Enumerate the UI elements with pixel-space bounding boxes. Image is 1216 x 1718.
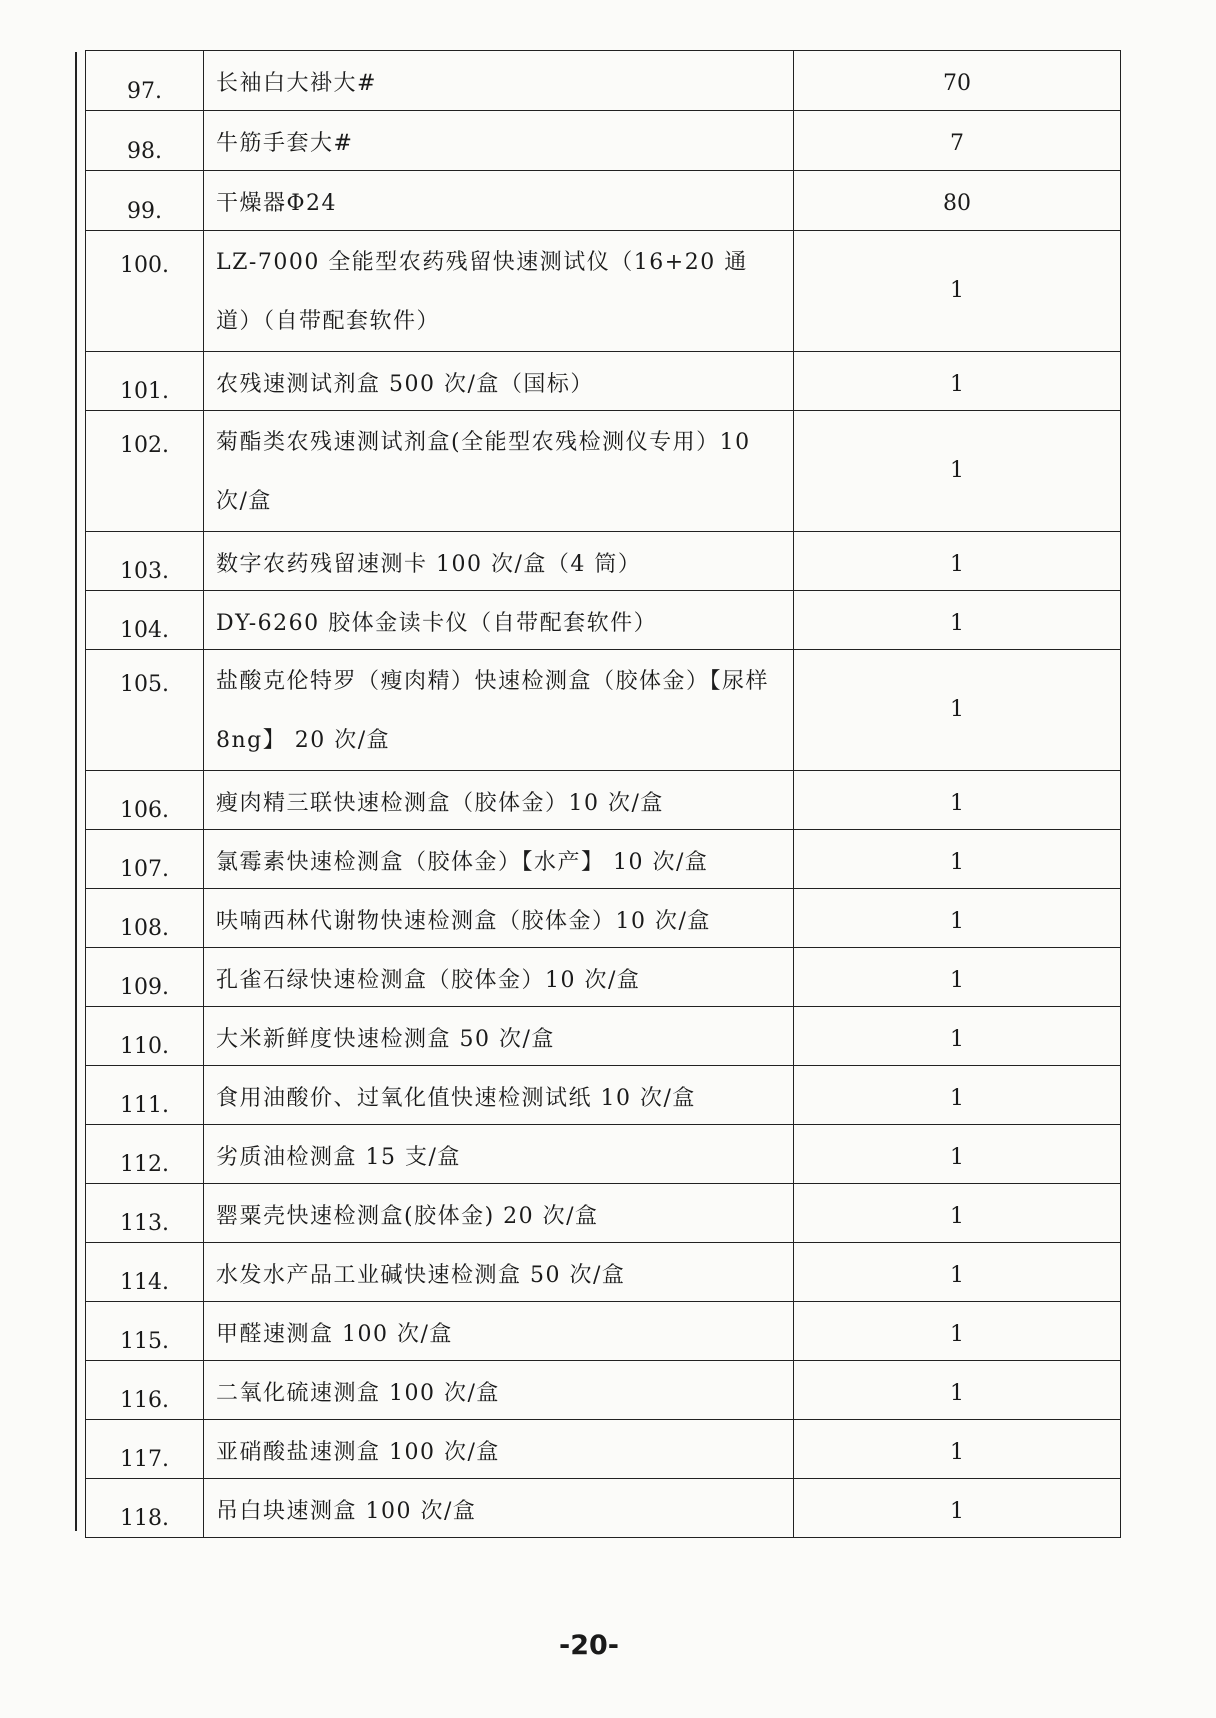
item-quantity: 1: [794, 352, 1121, 411]
item-name: LZ-7000 全能型农药残留快速测试仪（16+20 通道）（自带配套软件）: [204, 231, 794, 352]
item-name: 食用油酸价、过氧化值快速检测试纸 10 次/盒: [204, 1066, 794, 1125]
row-number: 118.: [86, 1479, 204, 1538]
item-name: 二氧化硫速测盒 100 次/盒: [204, 1361, 794, 1420]
item-quantity: 7: [794, 111, 1121, 171]
row-number: 99.: [86, 171, 204, 231]
table-row: [86, 51, 1121, 111]
item-name: 农残速测试剂盒 500 次/盒（国标）: [204, 352, 794, 411]
table-row: [86, 1066, 1121, 1125]
table-row: [86, 1479, 1121, 1538]
item-quantity: 1: [794, 948, 1121, 1007]
outer-border-rule: [75, 52, 77, 1531]
table-row: [86, 1007, 1121, 1066]
equipment-table: [85, 50, 1121, 1538]
row-number: 105.: [86, 650, 204, 771]
item-name: 菊酯类农残速测试剂盒(全能型农残检测仪专用）10 次/盒: [204, 411, 794, 532]
table-row: [86, 830, 1121, 889]
table-row: [86, 411, 1121, 532]
item-name: 数字农药残留速测卡 100 次/盒（4 筒）: [204, 532, 794, 591]
item-quantity: 1: [794, 1066, 1121, 1125]
item-quantity: 1: [794, 532, 1121, 591]
item-name: 呋喃西林代谢物快速检测盒（胶体金）10 次/盒: [204, 889, 794, 948]
table-row: [86, 1243, 1121, 1302]
table-row: [86, 591, 1121, 650]
item-quantity: 1: [794, 771, 1121, 830]
table-row: [86, 948, 1121, 1007]
item-name: 水发水产品工业碱快速检测盒 50 次/盒: [204, 1243, 794, 1302]
table-row: [86, 532, 1121, 591]
table-row: [86, 231, 1121, 352]
item-name: 牛筋手套大#: [204, 111, 794, 171]
item-quantity: 1: [794, 889, 1121, 948]
item-quantity: 1: [794, 1243, 1121, 1302]
row-number: 116.: [86, 1361, 204, 1420]
row-number: 106.: [86, 771, 204, 830]
table-row: [86, 352, 1121, 411]
item-quantity: 1: [794, 1361, 1121, 1420]
item-name: 长袖白大褂大#: [204, 51, 794, 111]
row-number: 114.: [86, 1243, 204, 1302]
row-number: 111.: [86, 1066, 204, 1125]
row-number: 117.: [86, 1420, 204, 1479]
row-number: 112.: [86, 1125, 204, 1184]
row-number: 107.: [86, 830, 204, 889]
item-quantity: 1: [794, 411, 1121, 532]
page-number: -20-: [559, 1630, 619, 1661]
item-name: 罂粟壳快速检测盒(胶体金) 20 次/盒: [204, 1184, 794, 1243]
item-quantity: 1: [794, 1420, 1121, 1479]
table-row: [86, 1184, 1121, 1243]
item-name: 吊白块速测盒 100 次/盒: [204, 1479, 794, 1538]
item-quantity: 1: [794, 1184, 1121, 1243]
table-row: [86, 1361, 1121, 1420]
row-number: 103.: [86, 532, 204, 591]
row-number: 100.: [86, 231, 204, 352]
item-quantity: 1: [794, 1479, 1121, 1538]
row-number: 109.: [86, 948, 204, 1007]
table-row: [86, 1420, 1121, 1479]
item-name: 干燥器Φ24: [204, 171, 794, 231]
item-name: 孔雀石绿快速检测盒（胶体金）10 次/盒: [204, 948, 794, 1007]
item-quantity: 1: [794, 1302, 1121, 1361]
table-row: [86, 771, 1121, 830]
item-name: DY-6260 胶体金读卡仪（自带配套软件）: [204, 591, 794, 650]
table-row: [86, 111, 1121, 171]
item-name: 劣质油检测盒 15 支/盒: [204, 1125, 794, 1184]
table-row: [86, 171, 1121, 231]
item-name: 甲醛速测盒 100 次/盒: [204, 1302, 794, 1361]
row-number: 110.: [86, 1007, 204, 1066]
row-number: 115.: [86, 1302, 204, 1361]
row-number: 97.: [86, 51, 204, 111]
item-quantity: 70: [794, 51, 1121, 111]
table-row: [86, 889, 1121, 948]
item-name: 氯霉素快速检测盒（胶体金）【水产】 10 次/盒: [204, 830, 794, 889]
table-row: [86, 1125, 1121, 1184]
row-number: 113.: [86, 1184, 204, 1243]
item-quantity: 1: [794, 231, 1121, 352]
item-quantity: 80: [794, 171, 1121, 231]
item-name: 瘦肉精三联快速检测盒（胶体金）10 次/盒: [204, 771, 794, 830]
item-name: 大米新鲜度快速检测盒 50 次/盒: [204, 1007, 794, 1066]
item-quantity: 1: [794, 1007, 1121, 1066]
table-row: [86, 1302, 1121, 1361]
item-name: 亚硝酸盐速测盒 100 次/盒: [204, 1420, 794, 1479]
row-number: 102.: [86, 411, 204, 532]
table-row: [86, 650, 1121, 771]
item-quantity: 1: [794, 830, 1121, 889]
row-number: 98.: [86, 111, 204, 171]
item-name: 盐酸克伦特罗（瘦肉精）快速检测盒（胶体金）【尿样 8ng】 20 次/盒: [204, 650, 794, 771]
item-quantity: 1: [794, 591, 1121, 650]
item-quantity: 1: [794, 1125, 1121, 1184]
row-number: 104.: [86, 591, 204, 650]
row-number: 108.: [86, 889, 204, 948]
item-quantity: 1: [794, 650, 1121, 771]
row-number: 101.: [86, 352, 204, 411]
